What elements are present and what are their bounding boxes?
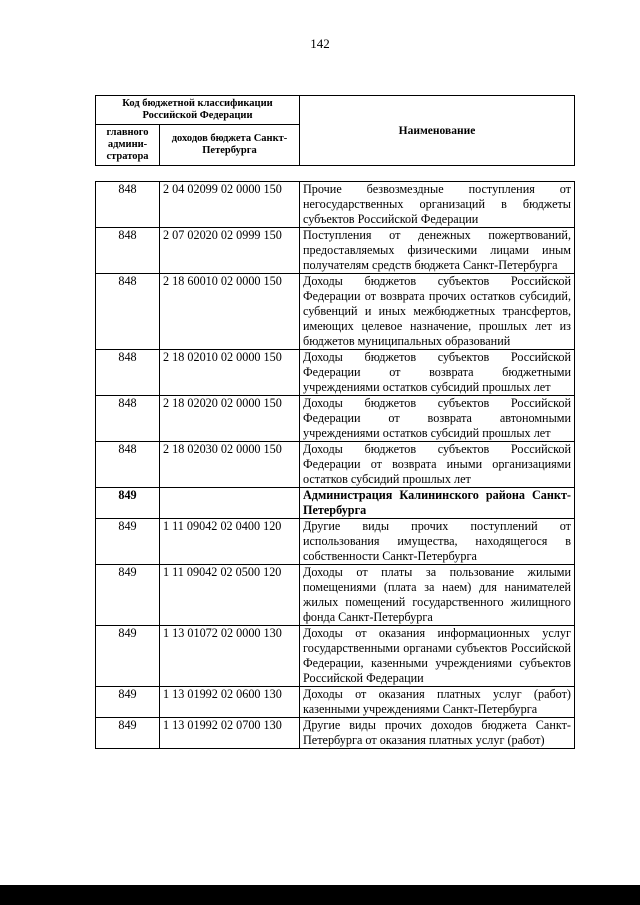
revenue-name-cell: Доходы от оказания информационных услуг государственными органами субъектов Российской Федерации, казенными учреждениями субъектов Российской Федерации [300, 626, 575, 687]
table-row [96, 687, 575, 718]
income-column-header: доходов бюджета Санкт-Петербурга [160, 125, 300, 166]
revenue-name-cell: Доходы бюджетов субъектов Российской Федерации от возврата бюджетными учреждениями остатков субсидий прошлых лет [300, 350, 575, 396]
revenue-name-cell: Поступления от денежных пожертвований, предоставляемых физическими лицами иным получателям средств бюджета Санкт-Петербурга [300, 228, 575, 274]
admin-code-cell: 849 [96, 687, 160, 718]
admin-code-cell: 848 [96, 442, 160, 488]
revenue-name-cell: Доходы бюджетов субъектов Российской Федерации от возврата автономными учреждениями остатков субсидий прошлых лет [300, 396, 575, 442]
page-number: 142 [310, 36, 330, 51]
income-code-cell: 1 13 01992 02 0700 130 [160, 718, 300, 749]
table-row [96, 350, 575, 396]
revenue-name-cell: Другие виды прочих поступлений от использования имущества, находящегося в собственности Санкт-Петербурга [300, 519, 575, 565]
table-row [96, 626, 575, 687]
income-code-cell: 2 18 02030 02 0000 150 [160, 442, 300, 488]
name-column-header: Наименование [300, 96, 575, 166]
table-row [96, 718, 575, 749]
admin-code-cell: 849 [96, 488, 160, 519]
admin-code-cell: 848 [96, 182, 160, 228]
revenue-name-cell: Другие виды прочих доходов бюджета Санкт-Петербурга от оказания платных услуг (работ) [300, 718, 575, 749]
revenue-name-cell: Администрация Калининского района Санкт-Петербурга [300, 488, 575, 519]
income-code-cell: 1 11 09042 02 0400 120 [160, 519, 300, 565]
revenue-name-cell: Доходы бюджетов субъектов Российской Федерации от возврата иными организациями остатков субсидий прошлых лет [300, 442, 575, 488]
table-row [96, 488, 575, 519]
table-row [96, 274, 575, 350]
income-code-cell: 2 18 02020 02 0000 150 [160, 396, 300, 442]
admin-code-cell: 849 [96, 519, 160, 565]
admin-code-cell: 848 [96, 396, 160, 442]
table-row [96, 519, 575, 565]
income-code-cell [160, 488, 300, 519]
revenue-name-cell: Прочие безвозмездные поступления от негосударственных организаций в бюджеты субъектов Российской Федерации [300, 182, 575, 228]
revenue-name-cell: Доходы от платы за пользование жилыми помещениями (плата за наем) для нанимателей жилых помещений государственного жилищного фонда Санкт-Петербурга [300, 565, 575, 626]
admin-code-cell: 849 [96, 718, 160, 749]
revenue-name-cell: Доходы бюджетов субъектов Российской Федерации от возврата прочих остатков субсидий, субвенций и иных межбюджетных трансфертов, имеющих целевое назначение, прошлых лет из бюджетов муниципальных образований [300, 274, 575, 350]
admin-code-cell: 848 [96, 350, 160, 396]
income-code-cell: 1 11 09042 02 0500 120 [160, 565, 300, 626]
income-code-cell: 2 07 02020 02 0999 150 [160, 228, 300, 274]
table-row [96, 228, 575, 274]
income-code-cell: 1 13 01992 02 0600 130 [160, 687, 300, 718]
income-code-cell: 1 13 01072 02 0000 130 [160, 626, 300, 687]
table-header [95, 95, 575, 166]
admin-column-header: главного админи-стратора [96, 125, 160, 166]
scan-border-bar [0, 885, 640, 905]
admin-code-cell: 849 [96, 626, 160, 687]
admin-code-cell: 848 [96, 228, 160, 274]
budget-classification-code-header: Код бюджетной классификации Российской Федерации [96, 96, 300, 125]
data-table [95, 181, 575, 749]
table-row [96, 182, 575, 228]
table-row [96, 565, 575, 626]
income-code-cell: 2 18 60010 02 0000 150 [160, 274, 300, 350]
income-code-cell: 2 04 02099 02 0000 150 [160, 182, 300, 228]
table-row [96, 442, 575, 488]
admin-code-cell: 849 [96, 565, 160, 626]
admin-code-cell: 848 [96, 274, 160, 350]
revenue-name-cell: Доходы от оказания платных услуг (работ) казенными учреждениями Санкт-Петербурга [300, 687, 575, 718]
table-row [96, 396, 575, 442]
income-code-cell: 2 18 02010 02 0000 150 [160, 350, 300, 396]
